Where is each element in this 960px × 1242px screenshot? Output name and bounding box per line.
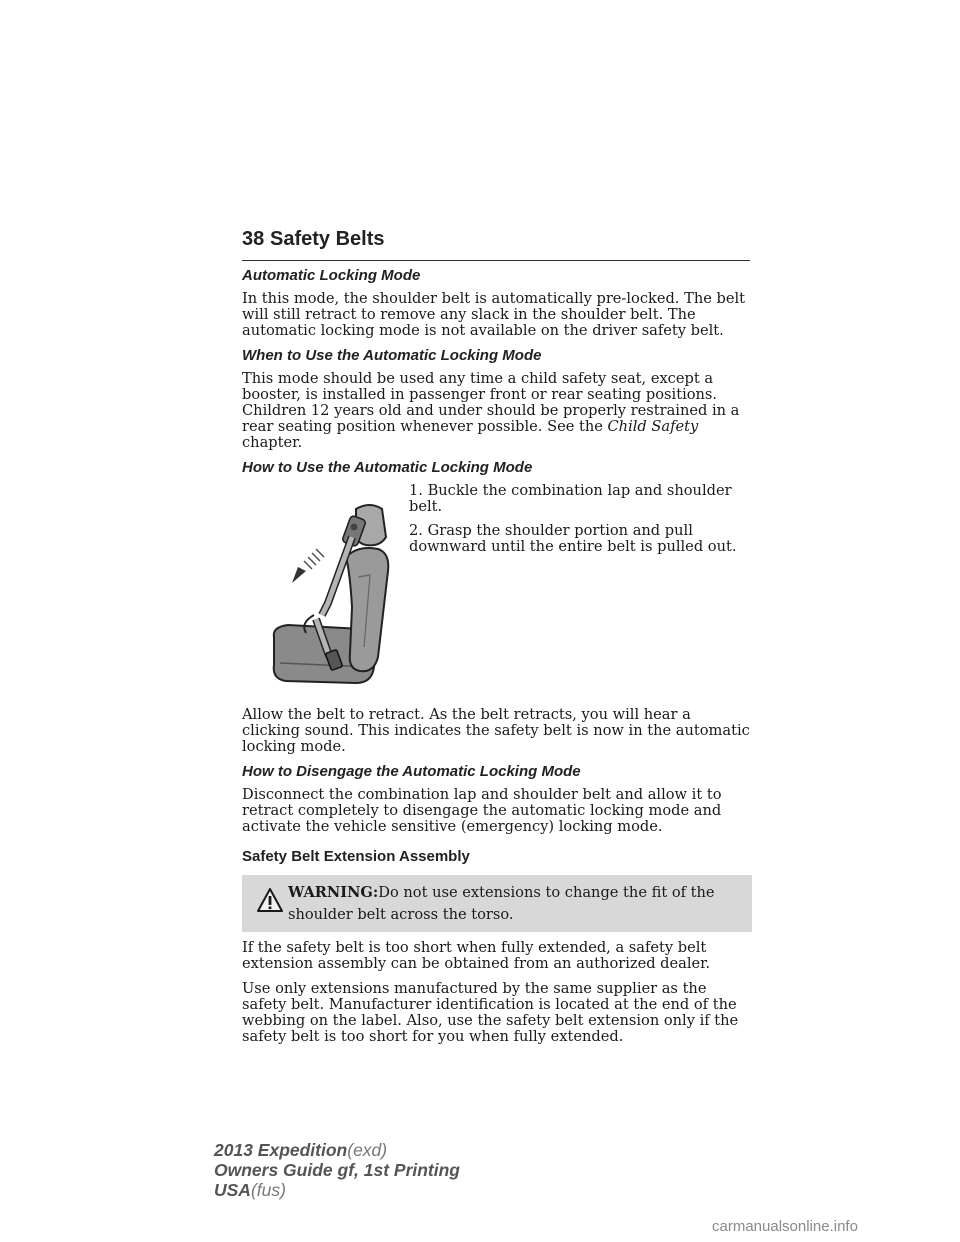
page-number: 38 [242, 228, 265, 250]
step-1: 1. Buckle the combination lap and shoulder belt. [409, 482, 732, 515]
warning-label: WARNING: [288, 884, 379, 901]
paragraph-after-steps: Allow the belt to retract. As the belt retracts, you will hear a clicking sound. This indicates the safety belt is now in the automatic locking mode. [242, 706, 750, 755]
step-list [409, 483, 752, 563]
warning-box [242, 875, 752, 932]
paragraph-alm: In this mode, the shoulder belt is automatically pre-locked. The belt will still retract to remove any slack in the shoulder belt. The automatic locking mode is not available on the driver safety belt. [242, 290, 746, 339]
heading-when-to-use: When to Use the Automatic Locking Mode [242, 347, 542, 364]
paragraph-when-to-use: This mode should be used any time a child safety seat, except a booster, is installed in passenger front or rear seating positions. Children 12 years old and under should be properly restrained in a rear seating position whenever possible. See the Child Safety chapter. [242, 370, 740, 451]
paragraph-extension-2: Use only extensions manufactured by the same supplier as the safety belt. Manufacturer identification is located at the end of the webbing on the label. Also, use the safety belt extension only if the safety belt is too short for you when fully extended. [242, 980, 739, 1045]
print-footer: 2013 Expedition(exd) Owners Guide gf, 1st Printing USA(fus) [214, 1140, 460, 1200]
step-2: 2. Grasp the shoulder portion and pull downward until the entire belt is pulled out. [409, 522, 737, 555]
heading-disengage: How to Disengage the Automatic Locking Mode [242, 763, 581, 780]
heading-extension-assembly: Safety Belt Extension Assembly [242, 848, 470, 865]
warning-triangle-icon [256, 887, 284, 913]
heading-how-to-use: How to Use the Automatic Locking Mode [242, 459, 533, 476]
paragraph-disengage: Disconnect the combination lap and shoulder belt and allow it to retract completely to disengage the automatic locking mode and activate the vehicle sensitive (emergency) locking mode. [242, 786, 722, 835]
paragraph-extension-1: If the safety belt is too short when fully extended, a safety belt extension assembly can be obtained from an authorized dealer. [242, 939, 711, 972]
child-safety-reference: Child Safety [607, 418, 699, 435]
steps-with-figure [242, 483, 752, 699]
heading-automatic-locking-mode: Automatic Locking Mode [242, 267, 421, 284]
chapter-title: Safety Belts [270, 228, 385, 250]
watermark: carmanualsonline.info [712, 1218, 858, 1235]
page-header [242, 228, 750, 261]
warning-text: WARNING:Do not use extensions to change the fit of the shoulder belt across the torso. [288, 884, 715, 923]
page-content [242, 268, 752, 1054]
seat-belt-illustration [266, 487, 416, 693]
